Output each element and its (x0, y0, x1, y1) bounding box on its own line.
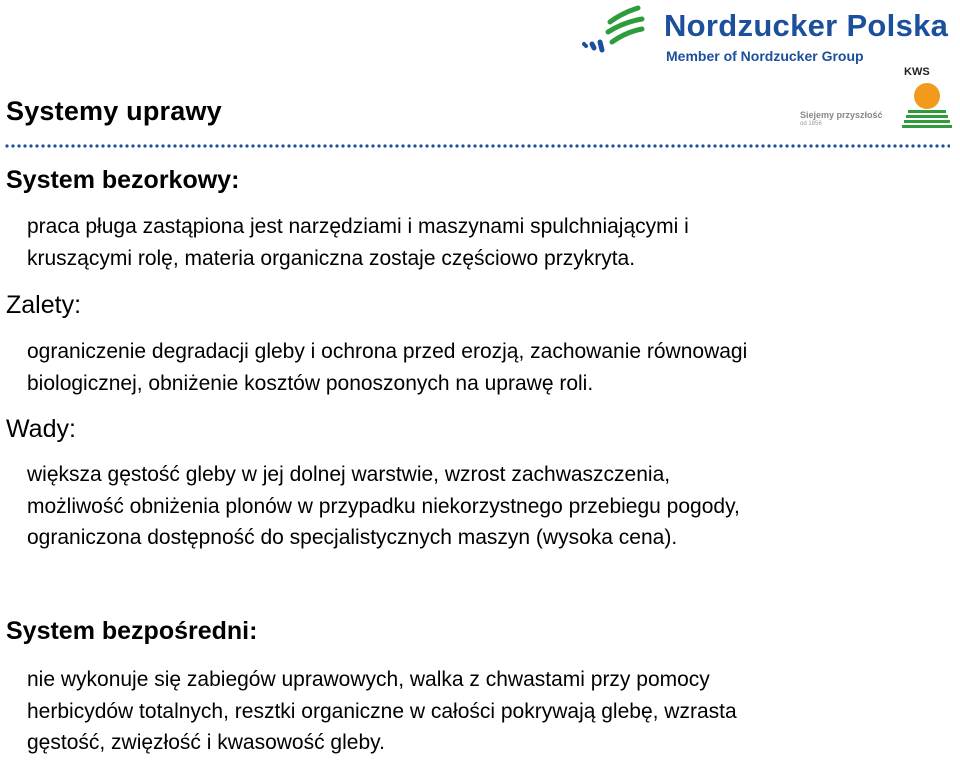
divider-dot (833, 144, 836, 147)
kws-field-line-4 (902, 125, 952, 128)
label-wady: Wady: (6, 415, 76, 443)
divider-dot (743, 144, 746, 147)
divider-dot (257, 144, 260, 147)
divider-dot (527, 144, 530, 147)
divider-dot (719, 144, 722, 147)
divider-dot (617, 144, 620, 147)
divider-dot (797, 144, 800, 147)
divider-dot (23, 144, 26, 147)
divider-dot (395, 144, 398, 147)
kws-field-line-1 (908, 110, 946, 113)
divider-dot (407, 144, 410, 147)
divider-dot (173, 144, 176, 147)
divider-dot (353, 144, 356, 147)
divider-dot (857, 144, 860, 147)
divider-dot (299, 144, 302, 147)
logo-stroke-4 (592, 44, 594, 48)
divider-dot (443, 144, 446, 147)
divider-dot (65, 144, 68, 147)
divider-dot (329, 144, 332, 147)
divider-dot (827, 144, 830, 147)
page-title: Systemy uprawy (6, 96, 222, 126)
bezorkowy-line-1: praca pługa zastąpiona jest narzędziami i maszynami spulchniającymi i (27, 215, 689, 238)
divider-dot (383, 144, 386, 147)
divider-dot (557, 144, 560, 147)
divider-dot (317, 144, 320, 147)
divider-dot (89, 144, 92, 147)
divider-dot (623, 144, 626, 147)
dotted-divider (4, 143, 950, 149)
divider-dot (737, 144, 740, 147)
divider-dot (239, 144, 242, 147)
divider-dot (689, 144, 692, 147)
divider-dot (125, 144, 128, 147)
divider-dot (809, 144, 812, 147)
divider-dot (287, 144, 290, 147)
heading-bezposredni: System bezpośredni: (6, 617, 258, 645)
divider-dot (725, 144, 728, 147)
divider-dot (137, 144, 140, 147)
divider-dot (461, 144, 464, 147)
divider-dot (947, 144, 950, 147)
divider-dot (11, 144, 14, 147)
label-zalety: Zalety: (6, 291, 82, 319)
divider-dot (635, 144, 638, 147)
divider-dot (803, 144, 806, 147)
logo-stroke-3 (612, 29, 642, 42)
bezorkowy-line-2: kruszącymi rolę, materia organiczna zostaje częściowo przykryta. (27, 246, 636, 270)
divider-dot (377, 144, 380, 147)
wady-line-1: większa gęstość gleby w jej dolnej warstwie, wzrost zachwaszczenia, (27, 463, 671, 486)
kws-sun-icon (902, 80, 952, 130)
divider-dot (545, 144, 548, 147)
divider-dot (233, 144, 236, 147)
divider-dot (923, 144, 926, 147)
divider-dot (845, 144, 848, 147)
divider-dot (935, 144, 938, 147)
divider-dot (335, 144, 338, 147)
divider-dot (665, 144, 668, 147)
divider-dot (593, 144, 596, 147)
divider-dot (449, 144, 452, 147)
logo-stroke-6 (584, 44, 586, 46)
divider-dot (5, 144, 8, 147)
bezorkowy-description (27, 211, 689, 274)
divider-dot (323, 144, 326, 147)
kws-since: od 1856 (800, 121, 822, 127)
divider-dot (479, 144, 482, 147)
kws-name: KWS (904, 66, 930, 78)
zalety-line-2: biologicznej, obniżenie kosztów ponoszonych na uprawę roli. (27, 371, 594, 395)
divider-dot (899, 144, 902, 147)
divider-dot (431, 144, 434, 147)
divider-dot (563, 144, 566, 147)
divider-dot (47, 144, 50, 147)
divider-dot (911, 144, 914, 147)
divider-dot (701, 144, 704, 147)
divider-dot (215, 144, 218, 147)
divider-dot (569, 144, 572, 147)
divider-dot (59, 144, 62, 147)
zalety-description (27, 336, 747, 399)
divider-dot (197, 144, 200, 147)
divider-dot (587, 144, 590, 147)
divider-dot (281, 144, 284, 147)
divider-dot (905, 144, 908, 147)
divider-dot (179, 144, 182, 147)
divider-dot (107, 144, 110, 147)
heading-bezorkowy: System bezorkowy: (6, 166, 240, 194)
divider-dot (41, 144, 44, 147)
divider-dot (821, 144, 824, 147)
divider-dot (503, 144, 506, 147)
divider-dot (227, 144, 230, 147)
divider-dot (761, 144, 764, 147)
divider-dot (791, 144, 794, 147)
divider-dot (77, 144, 80, 147)
bezposredni-description (27, 664, 737, 759)
brand-tagline: Member of Nordzucker Group (666, 48, 864, 64)
divider-dot (881, 144, 884, 147)
divider-dot (485, 144, 488, 147)
divider-dot (425, 144, 428, 147)
divider-dot (341, 144, 344, 147)
divider-dot (203, 144, 206, 147)
divider-dot (929, 144, 932, 147)
divider-dot (71, 144, 74, 147)
divider-dot (95, 144, 98, 147)
divider-dot (599, 144, 602, 147)
divider-dot (209, 144, 212, 147)
divider-dot (419, 144, 422, 147)
divider-dot (185, 144, 188, 147)
divider-dot (647, 144, 650, 147)
divider-dot (917, 144, 920, 147)
divider-dot (245, 144, 248, 147)
divider-dot (275, 144, 278, 147)
divider-dot (551, 144, 554, 147)
kws-sun (914, 83, 940, 109)
divider-dot (359, 144, 362, 147)
divider-dot (851, 144, 854, 147)
kws-field-line-2 (906, 115, 948, 118)
divider-dot (893, 144, 896, 147)
divider-dot (581, 144, 584, 147)
divider-dot (29, 144, 32, 147)
divider-dot (671, 144, 674, 147)
kws-slogan: Siejemy przyszłość (800, 110, 883, 120)
divider-dot (269, 144, 272, 147)
divider-dot (785, 144, 788, 147)
wady-line-2: możliwość obniżenia plonów w przypadku niekorzystnego przebiegu pogody, (27, 494, 740, 518)
divider-dot (17, 144, 20, 147)
zalety-line-1: ograniczenie degradacji gleby i ochrona przed erozją, zachowanie równowagi (27, 340, 748, 363)
divider-dot (941, 144, 944, 147)
divider-dot (191, 144, 194, 147)
divider-dot (161, 144, 164, 147)
logo-stroke-5 (600, 42, 602, 50)
divider-dot (575, 144, 578, 147)
brand-name: Nordzucker Polska (664, 8, 949, 43)
divider-dot (167, 144, 170, 147)
divider-dot (521, 144, 524, 147)
divider-dot (311, 144, 314, 147)
divider-dot (35, 144, 38, 147)
divider-dot (731, 144, 734, 147)
kws-field-line-3 (904, 120, 950, 123)
divider-dot (497, 144, 500, 147)
divider-dot (695, 144, 698, 147)
divider-dot (659, 144, 662, 147)
divider-dot (143, 144, 146, 147)
divider-dot (305, 144, 308, 147)
bezposredni-line-3: gęstość, zwięzłość i kwasowość gleby. (27, 731, 385, 754)
divider-dot (869, 144, 872, 147)
divider-dot (653, 144, 656, 147)
divider-dot (683, 144, 686, 147)
divider-dot (773, 144, 776, 147)
divider-dot (251, 144, 254, 147)
divider-dot (491, 144, 494, 147)
divider-dot (347, 144, 350, 147)
divider-dot (119, 144, 122, 147)
divider-dot (539, 144, 542, 147)
wady-description (27, 459, 740, 554)
divider-dot (839, 144, 842, 147)
divider-dot (749, 144, 752, 147)
divider-dot (365, 144, 368, 147)
divider-dot (149, 144, 152, 147)
divider-dot (767, 144, 770, 147)
divider-dot (887, 144, 890, 147)
divider-dot (131, 144, 134, 147)
divider-dot (155, 144, 158, 147)
divider-dot (629, 144, 632, 147)
divider-dot (113, 144, 116, 147)
wady-line-3: ograniczona dostępność do specjalistycznych maszyn (wysoka cena). (27, 526, 678, 549)
divider-dot (509, 144, 512, 147)
divider-dot (455, 144, 458, 147)
divider-dot (293, 144, 296, 147)
divider-dot (605, 144, 608, 147)
divider-dot (437, 144, 440, 147)
divider-dot (779, 144, 782, 147)
divider-dot (815, 144, 818, 147)
divider-dot (413, 144, 416, 147)
divider-dot (371, 144, 374, 147)
divider-dot (263, 144, 266, 147)
divider-dot (863, 144, 866, 147)
divider-dot (467, 144, 470, 147)
divider-dot (533, 144, 536, 147)
divider-dot (101, 144, 104, 147)
divider-dot (53, 144, 56, 147)
divider-dot (221, 144, 224, 147)
divider-dot (755, 144, 758, 147)
divider-dot (875, 144, 878, 147)
divider-dot (641, 144, 644, 147)
divider-dot (83, 144, 86, 147)
divider-dot (473, 144, 476, 147)
divider-dot (707, 144, 710, 147)
divider-dot (611, 144, 614, 147)
divider-dot (515, 144, 518, 147)
divider-dot (713, 144, 716, 147)
divider-dot (677, 144, 680, 147)
divider-dot (389, 144, 392, 147)
divider-dot (401, 144, 404, 147)
bezposredni-line-2: herbicydów totalnych, resztki organiczne w całości pokrywają glebę, wzrasta (27, 699, 737, 723)
nordzucker-logo-mark (580, 4, 664, 56)
bezposredni-line-1: nie wykonuje się zabiegów uprawowych, walka z chwastami przy pomocy (27, 668, 710, 691)
